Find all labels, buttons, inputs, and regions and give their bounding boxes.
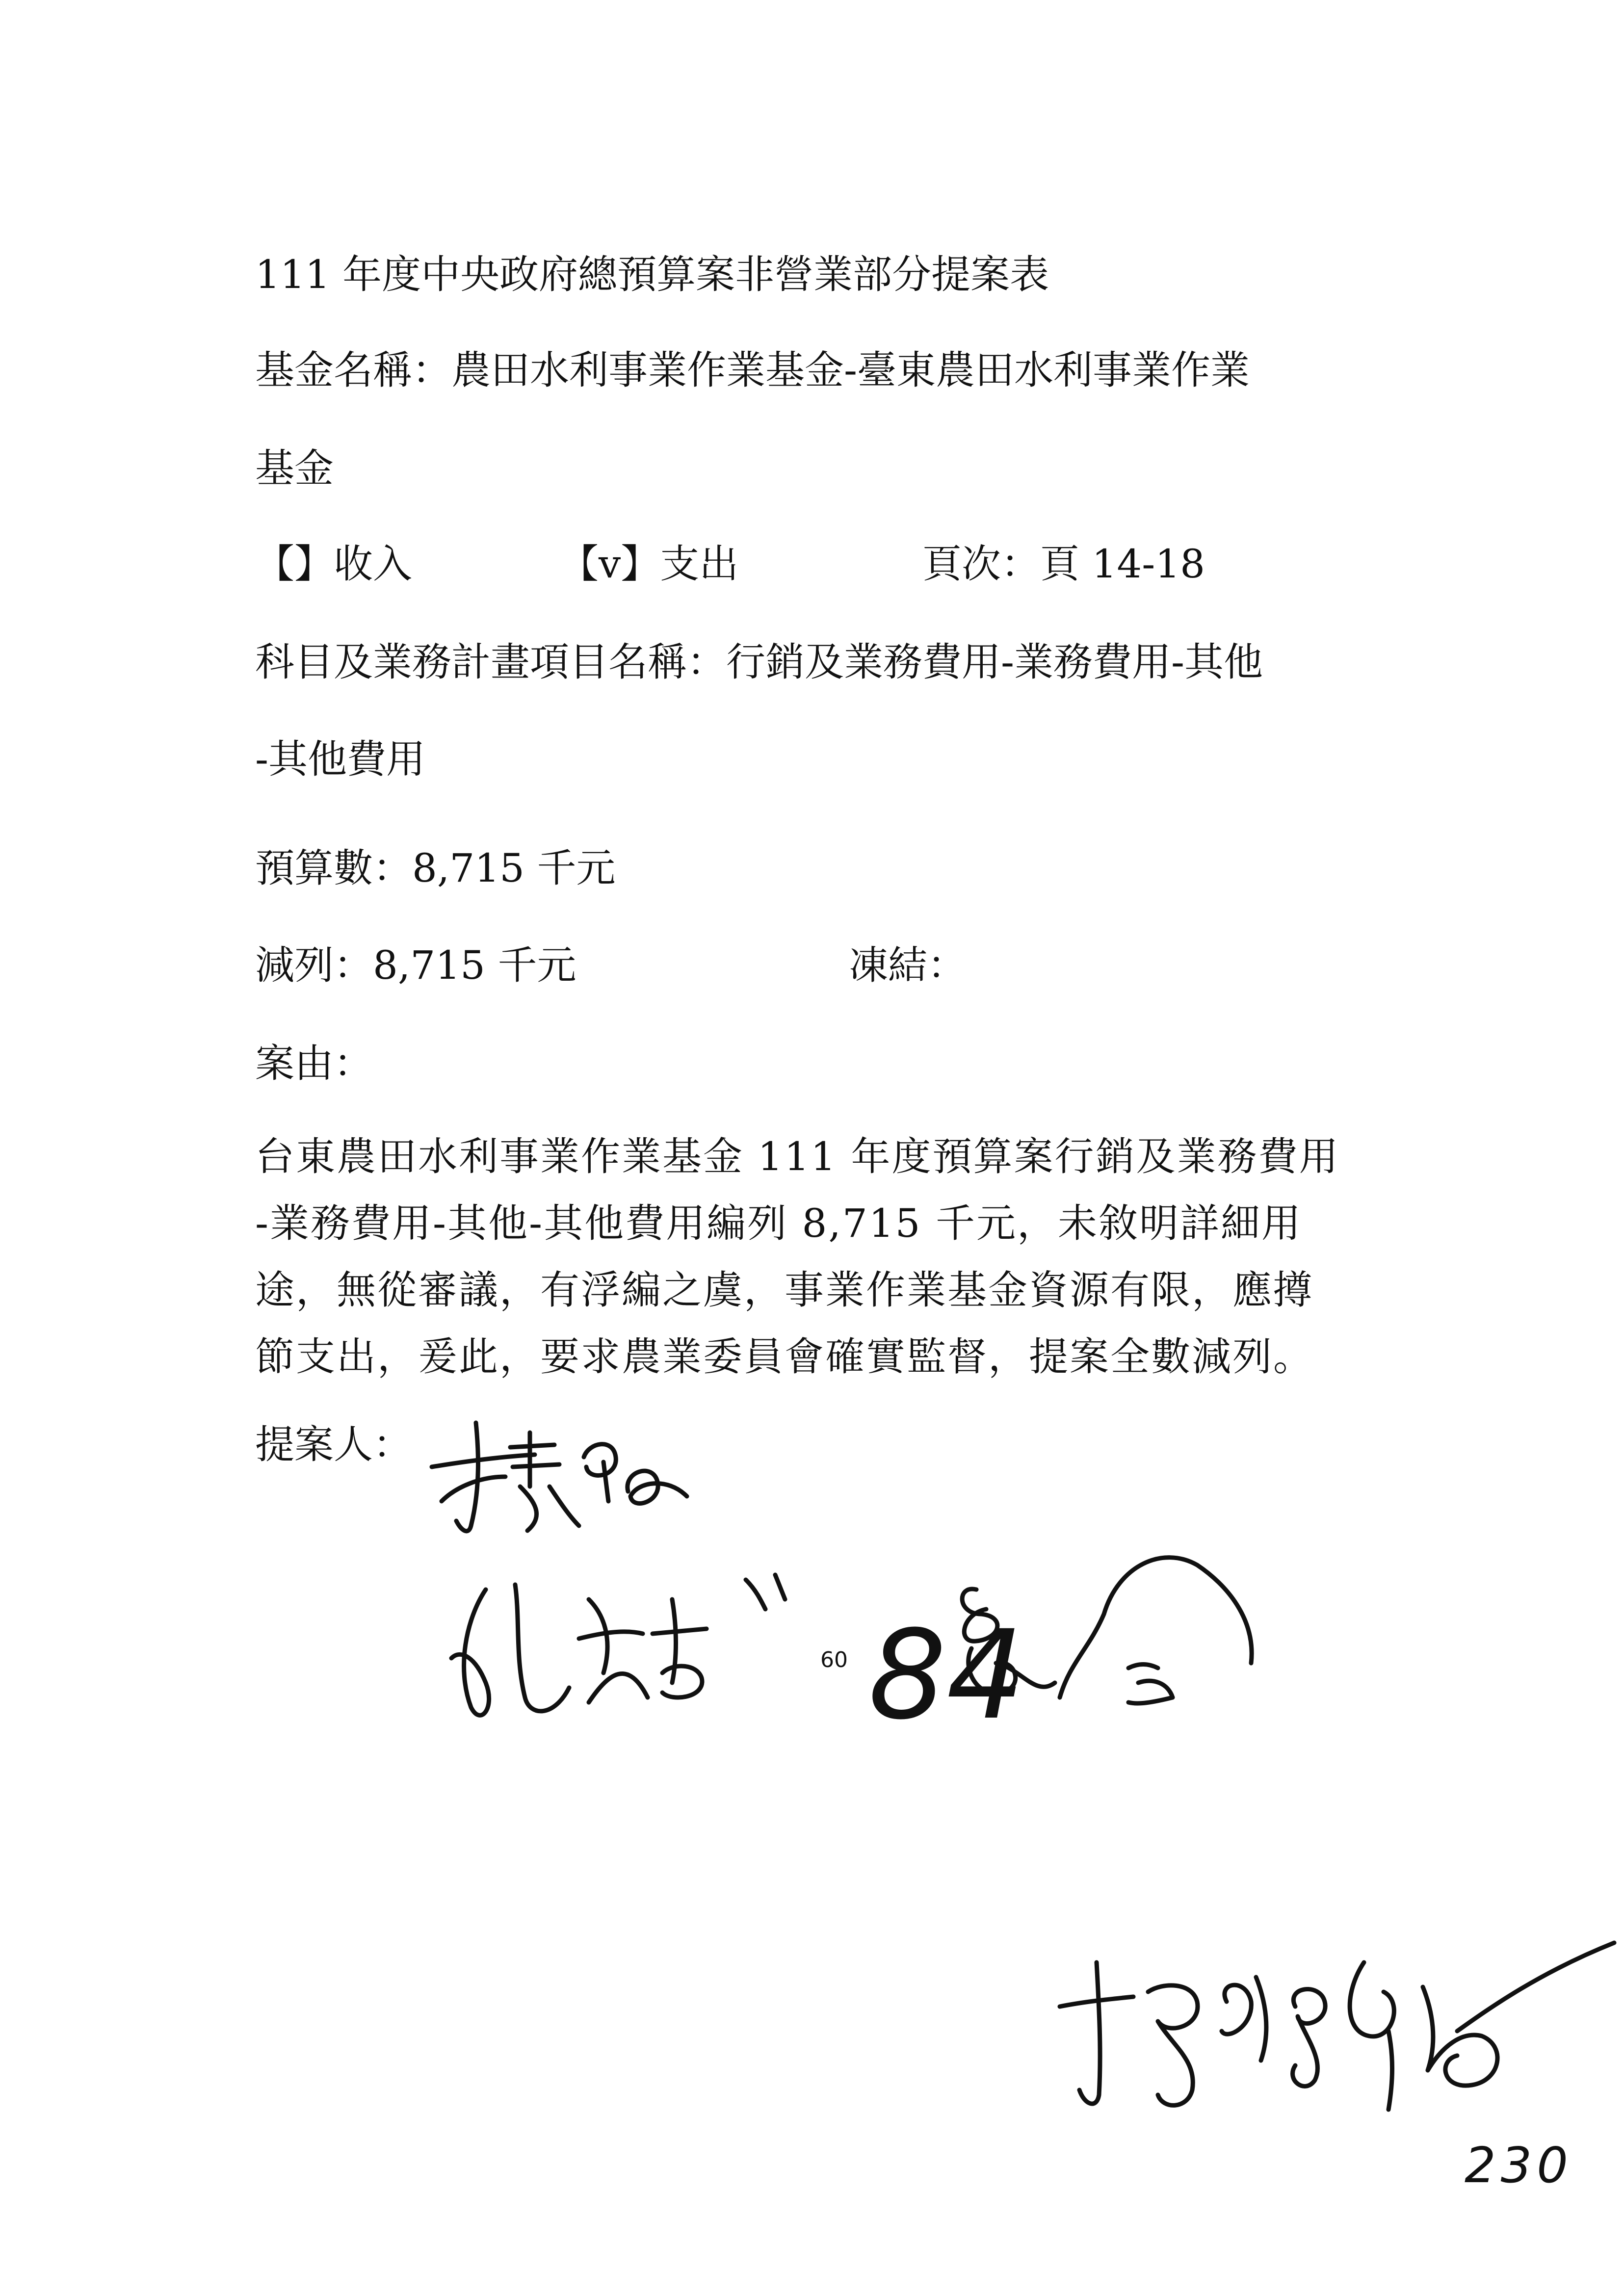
reason-line: 台東農田水利事業作業基金 111 年度預算案行銷及業務費用: [255, 1134, 1340, 1179]
item-name-line-1: 科目及業務計畫項目名稱：行銷及業務費用-業務費用-其他: [255, 639, 1263, 685]
fund-name-line-1: 基金名稱：農田水利事業作業基金-臺東農田水利事業作業: [255, 347, 1250, 393]
reason-line: 節支出，爰此，要求農業委員會確實監督，提案全數減列。: [255, 1334, 1314, 1380]
reason-text: [255, 1123, 1413, 1390]
signature-2: [442, 1560, 824, 1737]
reason-label: 案由：: [255, 1041, 373, 1086]
handwritten-number: 84: [868, 1604, 1025, 1747]
item-name-line-2: -其他費用: [255, 736, 426, 782]
signature-4: [1050, 1933, 1619, 2149]
proposer-label: 提案人：: [255, 1422, 412, 1467]
fund-name-line-2: 基金: [255, 445, 334, 491]
handwritten-note: 230: [1465, 2137, 1573, 2194]
reason-line: -業務費用-其他-其他費用編列 8,715 千元，未敘明詳細用: [255, 1200, 1302, 1246]
freeze-amount: 凍結：: [849, 942, 967, 988]
reason-line: 途，無從審議，有浮編之虞，事業作業基金資源有限，應撙: [255, 1267, 1314, 1313]
page-reference: 頁次：頁 14-18: [922, 541, 1205, 587]
reduction-amount: 減列：8,715 千元: [255, 942, 576, 988]
page-number: 60: [820, 1647, 848, 1672]
budget-amount: 預算數：8,715 千元: [255, 845, 616, 891]
income-checkbox-label: 【】收入: [255, 541, 412, 587]
page-title: 111 年度中央政府總預算案非營業部分提案表: [255, 252, 1049, 297]
signature-1: [422, 1403, 697, 1550]
expense-checkbox-label: 【v】支出: [559, 541, 739, 587]
